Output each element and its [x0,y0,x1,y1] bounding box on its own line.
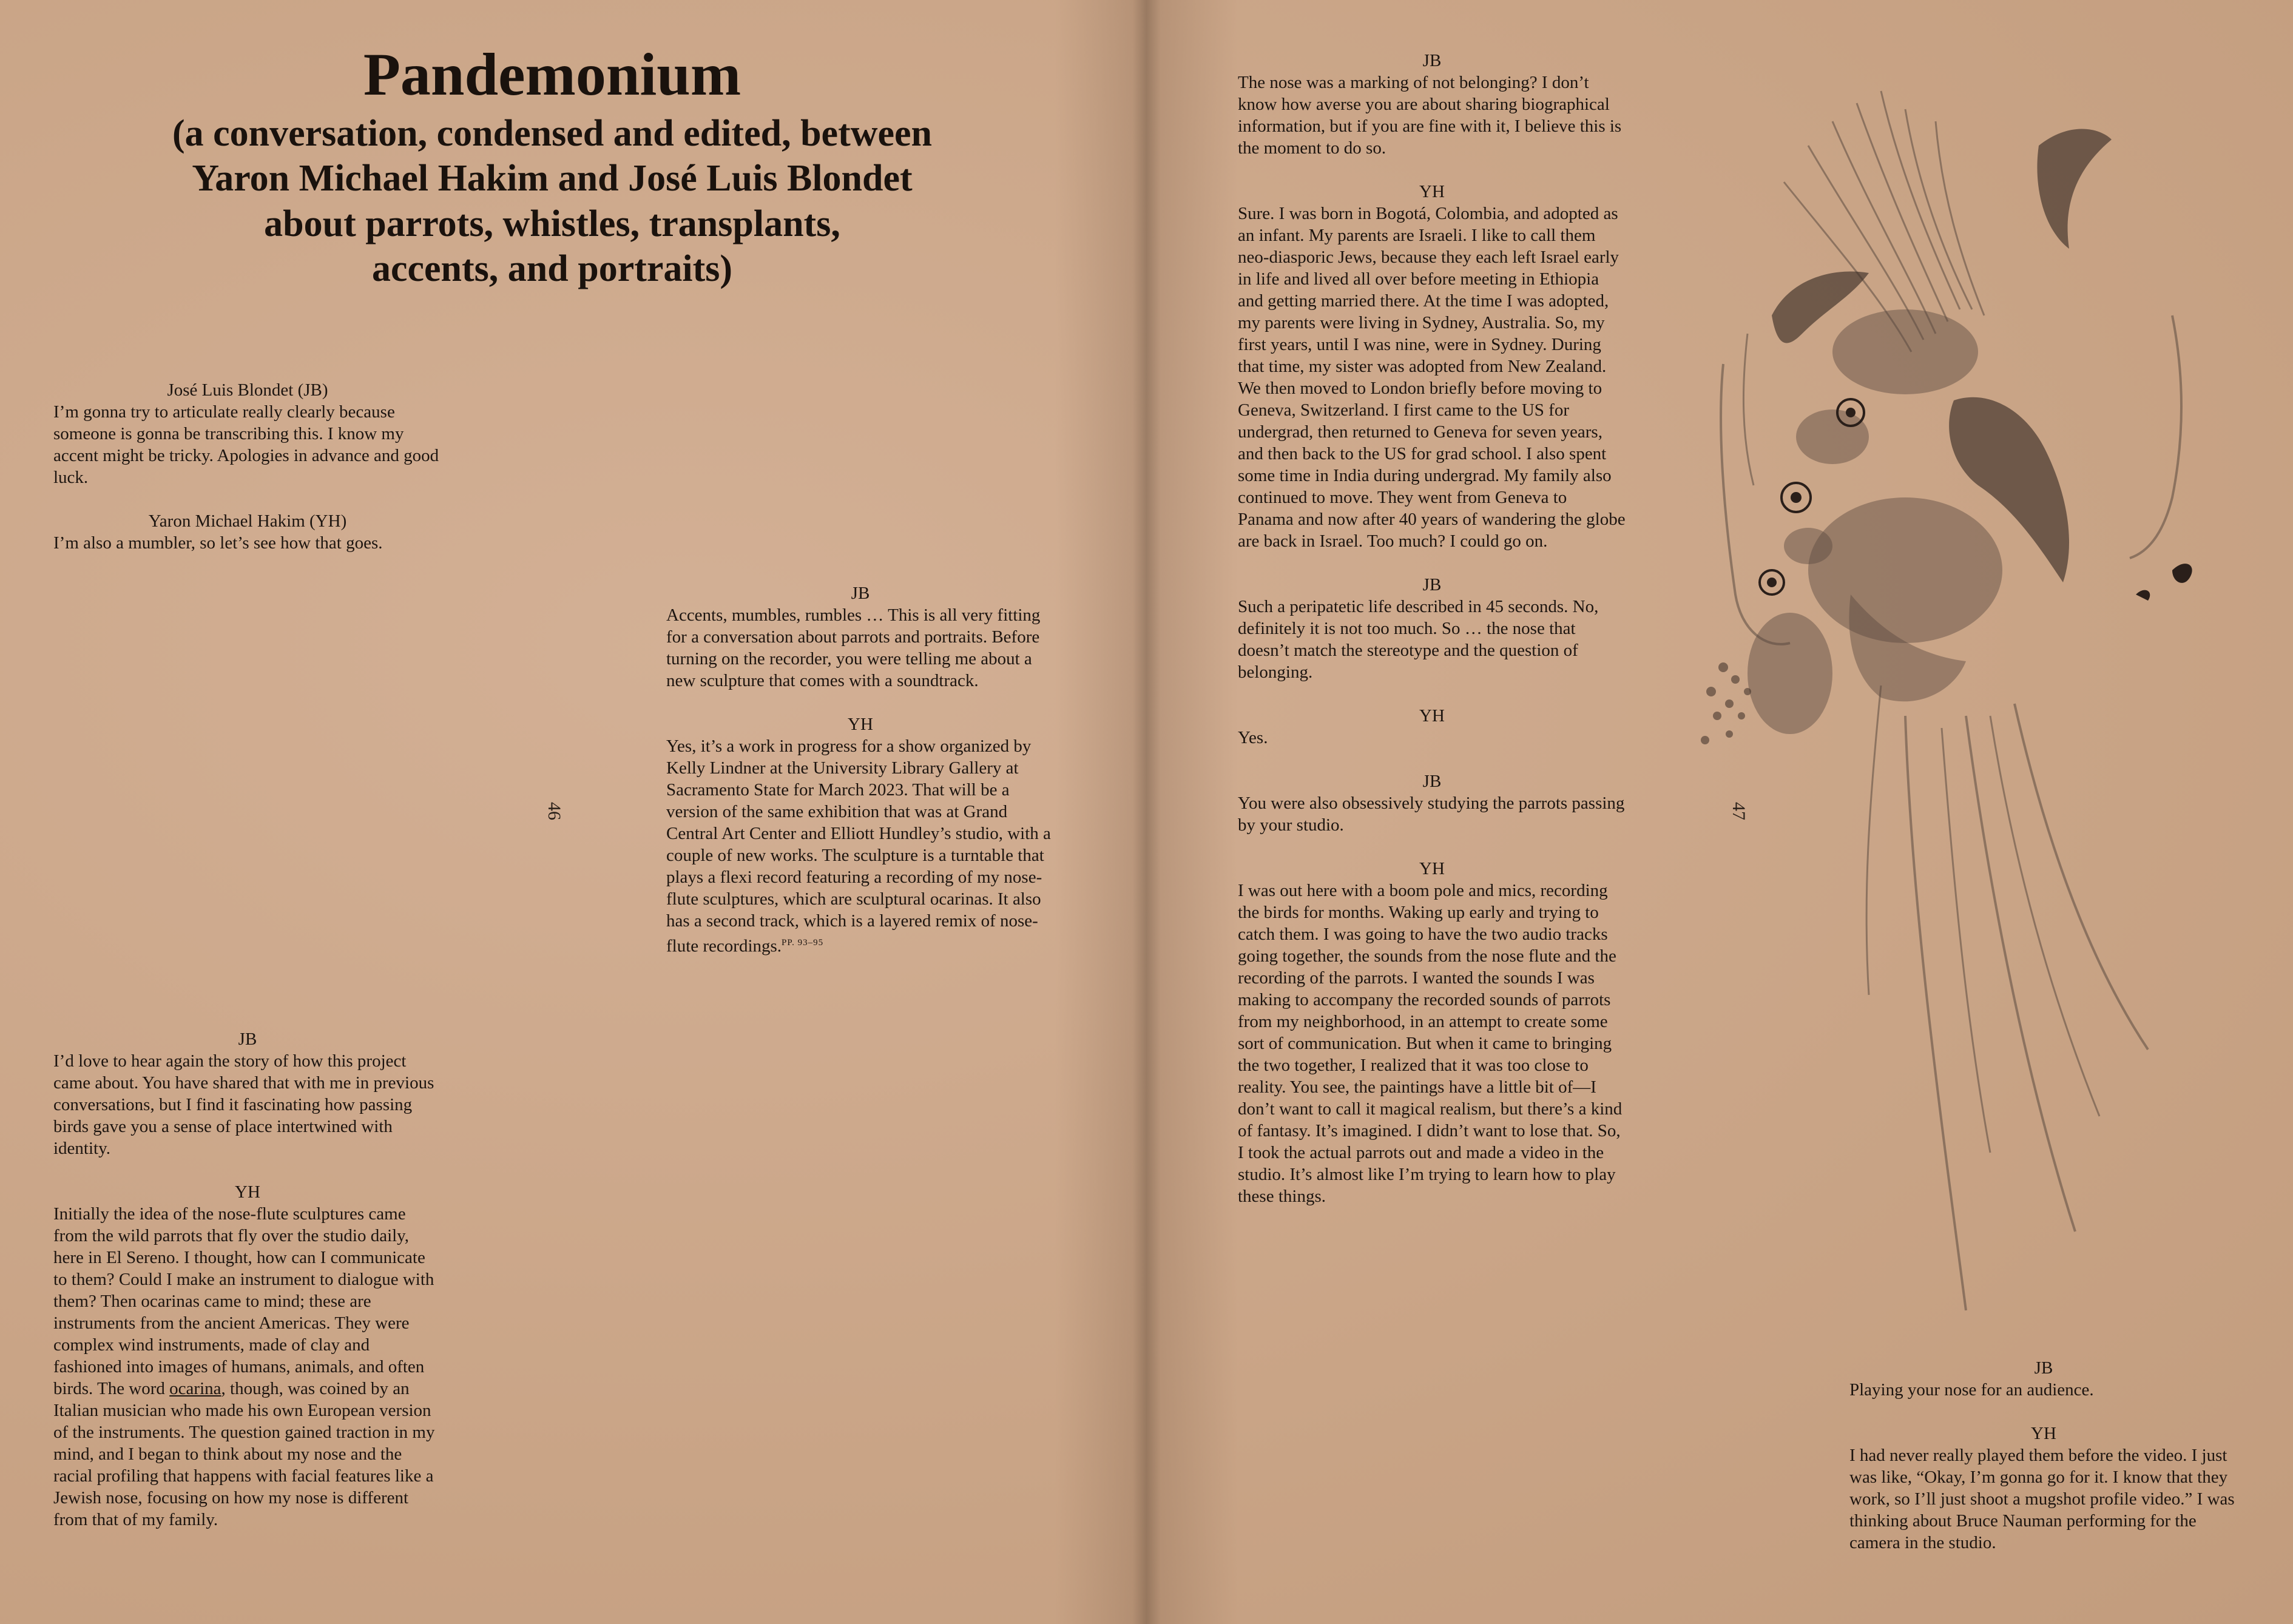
exchange-text: The nose was a marking of not belonging? I don’t know how averse you are about sharing biographical information, but if you are fine with it, I believe this is the moment to do so. [1238,73,1622,158]
speaker-label: YH [848,715,873,734]
exchange [666,582,1055,692]
page-title: Pandemonium [363,41,741,108]
left-page [0,0,1146,1624]
exchange-text: Yes. [1238,728,1268,747]
exchange-text: Playing your nose for an audience. [1849,1380,2094,1400]
title-block [91,42,1013,292]
exchange-text: You were also obsessively studying the parrots passing by your studio. [1238,793,1625,835]
exchange [1238,705,1626,749]
left-column-top [53,379,442,554]
exchange [53,1181,442,1531]
speaker-label: JB [1422,772,1442,791]
speaker-label: JB [851,584,870,603]
speaker-label: JB [1422,51,1442,70]
exchange-text: I’m gonna try to articulate really clearly because someone is gonna be transcribing this. I know my accent might be tricky. Apologies in advance and good luck. [53,402,439,487]
exchange [1238,574,1626,683]
exchange [1238,858,1626,1207]
page-reference: PP. 93–95 [782,938,824,948]
page-number-left: 46 [544,802,564,820]
speaker-label: YH [2031,1424,2056,1443]
exchange-text: I’d love to hear again the story of how this project came about. You have shared that with me in previous conversations, but I find it fascinating how passing birds gave you a sense of place intertwined with identity. [53,1051,434,1158]
exchange-text: I was out here with a boom pole and mics, recording the birds for months. Waking up early and trying to catch them. I was going to have the two audio tracks going together, the sounds from the nose flute and the recording of the parrots. I wanted the sounds I was making to accompany the recorded sounds of parrots from my neighborhood, in an attempt to create some sort of communication. But when it came to bringing the two together, I realized that it was too close to reality. You see, the paintings have a little bit of—I don’t want to call it magical realism, but there’s a kind of fantasy. It’s imagined. I didn’t want to lose that. So, I took the actual parrots out and made a video in the studio. It’s almost like I’m trying to learn how to play these things. [1238,881,1623,1206]
exchange [1238,770,1626,836]
speaker-label: José Luis Blondet (JB) [167,380,328,400]
exchange-text: Yes, it’s a work in progress for a show organized by Kelly Lindner at the University Library Gallery at Sacramento State for March 2023. That will be a version of the same exhibition that was at Grand Central Art Center and Elliott Hundley’s studio, with a couple of new works. The sculpture is a turntable that plays a flexi record featuring a recording of my nose-flute sculptures, which are sculptural ocarinas. It also has a second track, which is a layered remix of nose-flute recordings. [666,736,1051,956]
exchange [53,379,442,488]
speaker-label: JB [2034,1358,2053,1378]
far-right-column [1849,1357,2238,1554]
exchange [53,1028,442,1159]
exchange-text: I had never really played them before the video. I just was like, “Okay, I’m gonna go for it. I know that they work, so I’ll just shoot a mugshot profile video.” I was thinking about Bruce Nauman performing for the camera in the studio. [1849,1446,2235,1552]
exchange-text: Sure. I was born in Bogotá, Colombia, and adopted as an infant. My parents are Israeli. I like to call them neo-diasporic Jews, because they each left Israel early in life and lived all over before meeting in Ethiopia and getting married there. At the time I was adopted, my parents were living in Sydney, Australia. So, my first years, until I was nine, were in Sydney. During that time, my sister was adopted from New Zealand. We then moved to London briefly before moving to Geneva, Switzerland. I first came to the US for undergrad, then returned to Geneva for seven years, and then back to the US for grad school. I also spent some time in India during undergrad. My family also continued to move. They went from Geneva to Panama and now after 40 years of wandering the globe are back in Israel. Too much? I could go on. [1238,204,1626,551]
speaker-label: YH [1419,706,1445,726]
exchange-text: Such a peripatetic life described in 45 seconds. No, definitely it is not too much. So … the nose that doesn’t match the stereotype and the question of belonging. [1238,597,1599,682]
speaker-label: YH [235,1182,260,1202]
speaker-label: Yaron Michael Hakim (YH) [148,511,347,531]
parrot-drawing-illustration [1650,49,2281,1383]
speaker-label: YH [1419,182,1445,201]
exchange-text: I’m also a mumbler, so let’s see how that goes. [53,533,383,553]
middle-column [666,582,1055,957]
exchange-text: Accents, mumbles, rumbles … This is all very fitting for a conversation about parrots and portraits. Before turning on the recorder, you were telling me about a new sculpture that comes with a soundtrack. [666,605,1041,690]
exchange [1238,181,1626,552]
speaker-label: JB [238,1029,257,1049]
speaker-label: YH [1419,859,1445,878]
left-column-bottom [53,1028,442,1531]
exchange [53,510,442,554]
exchange [1238,50,1626,159]
page-number-right: 47 [1729,802,1749,820]
exchange-text-cont: , though, was coined by an Italian musician who made his own European version of the instruments. The question gained traction in my mind, and I began to think about my nose and the racial profiling that happens with facial features like a Jewish nose, focusing on how my nose is different from that of my family. [53,1379,435,1529]
page-subtitle: (a conversation, condensed and edited, between Yaron Michael Hakim and José Luis Blondet about parrots, whistles, transplants, accents, and portraits) [172,113,933,290]
exchange [666,713,1055,957]
underlined-term: ocarina [169,1379,221,1398]
exchange [1849,1423,2238,1554]
speaker-label: JB [1422,575,1442,595]
exchange-text: Initially the idea of the nose-flute sculptures came from the wild parrots that fly over the studio daily, here in El Sereno. I thought, how can I communicate to them? Could I make an instrument to dialogue with them? Then ocarinas came to mind; these are instruments from the ancient Americas. They were complex wind instruments, made of clay and fashioned into images of humans, animals, and often birds. The word [53,1204,434,1398]
right-column [1238,50,1626,1207]
